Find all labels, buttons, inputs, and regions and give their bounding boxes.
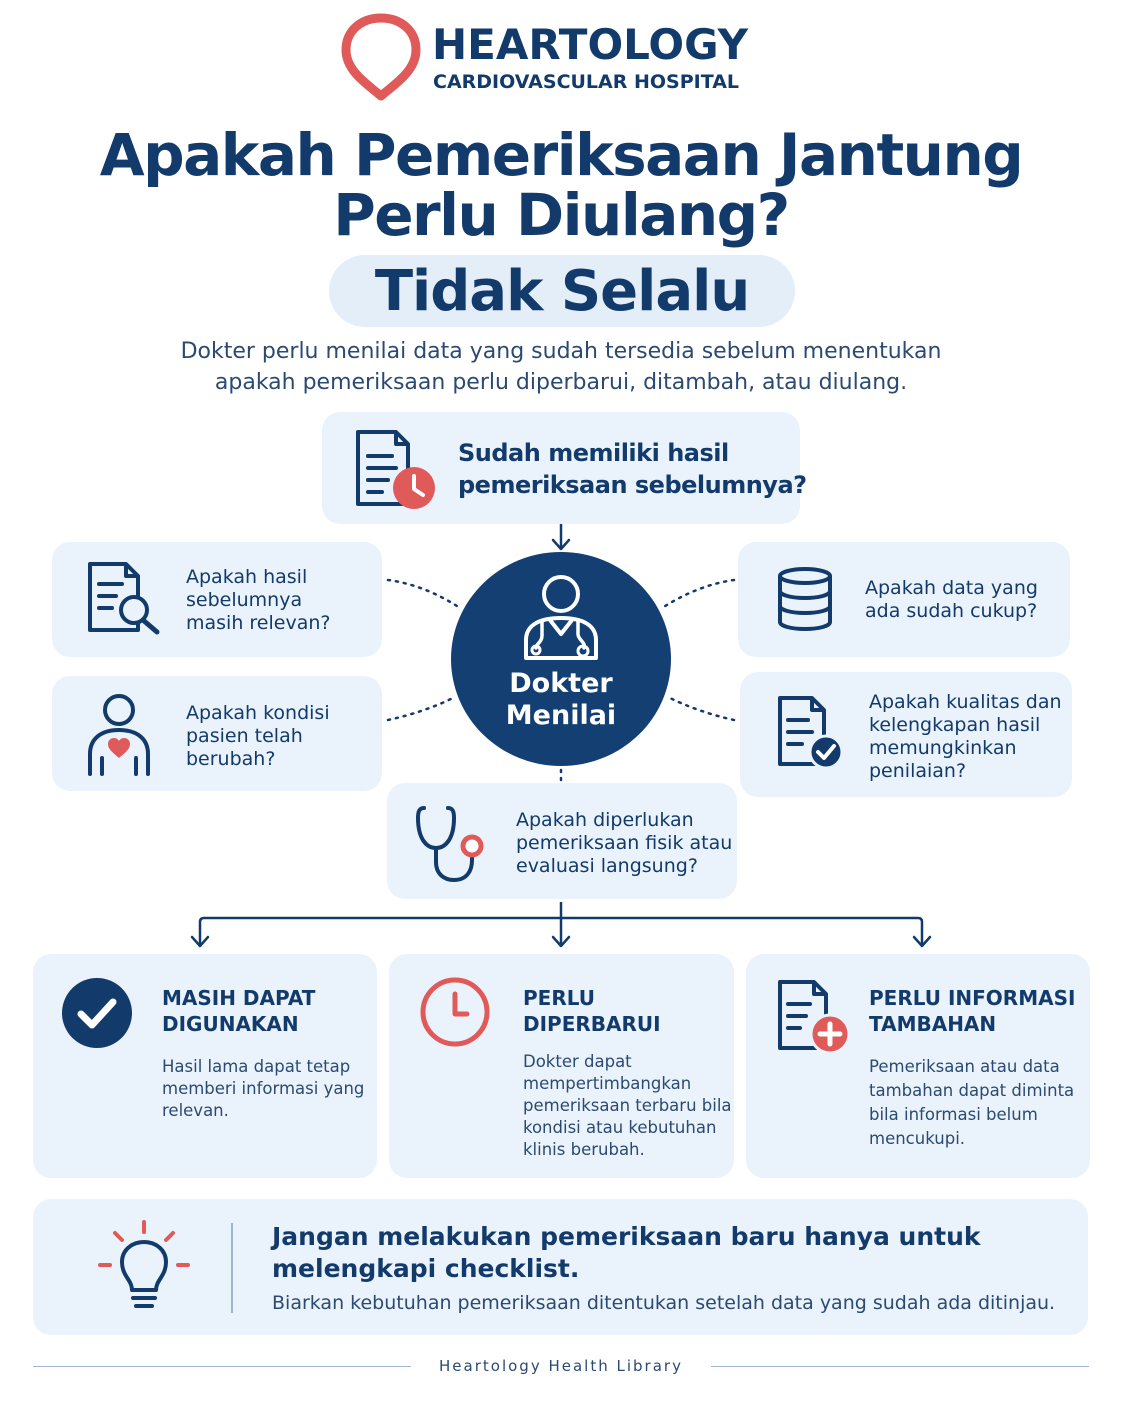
outcome-additional-desc-line2: tambahan dapat diminta xyxy=(869,1081,1075,1100)
question-physical-line2: pemeriksaan fisik atau xyxy=(516,832,733,854)
logo-title: HEARTOLOGY xyxy=(432,20,749,69)
question-physical-line1: Apakah diperlukan xyxy=(516,809,694,831)
intro-line2: apakah pemeriksaan perlu diperbarui, ditambah, atau diulang. xyxy=(214,370,908,395)
question-physical-line3: evaluasi langsung? xyxy=(516,855,698,877)
outcome-update-desc-line2: mempertimbangkan xyxy=(523,1074,692,1093)
footer-text: Heartology Health Library xyxy=(439,1357,683,1375)
outcome-update-desc-line3: pemeriksaan terbaru bila xyxy=(523,1096,732,1115)
outcome-update-desc-line5: klinis berubah. xyxy=(523,1140,645,1159)
question-condition-line2: pasien telah xyxy=(186,725,303,747)
outcome-additional-title-line2: TAMBAHAN xyxy=(869,1012,997,1036)
outcome-additional-desc-line3: bila informasi belum xyxy=(869,1105,1038,1124)
outcome-additional-title-line1: PERLU INFORMASI xyxy=(869,986,1076,1010)
outcome-additional-desc-line1: Pemeriksaan atau data xyxy=(869,1057,1060,1076)
footer-rule-left xyxy=(33,1366,411,1367)
tip-title-line2: melengkapi checklist. xyxy=(272,1254,580,1283)
intro-line1: Dokter perlu menilai data yang sudah tersedia sebelum menentukan xyxy=(180,339,942,364)
question-relevance-line1: Apakah hasil xyxy=(186,566,308,588)
hub-label-line1: Dokter xyxy=(509,668,613,699)
question-data-line1: Apakah data yang xyxy=(865,577,1038,599)
hub-label-line2: Menilai xyxy=(505,700,617,731)
tip-description: Biarkan kebutuhan pemeriksaan ditentukan setelah data yang sudah ada ditinjau. xyxy=(272,1292,1056,1314)
question-relevance-line2: sebelumnya xyxy=(186,589,303,611)
outcome-usable-title-line2: DIGUNAKAN xyxy=(162,1012,299,1036)
outcome-usable-desc-line2: memberi informasi yang xyxy=(162,1079,365,1098)
question-quality-line3: memungkinkan xyxy=(869,737,1017,759)
outcome-additional-desc-line4: mencukupi. xyxy=(869,1129,966,1148)
tip-title-line1: Jangan melakukan pemeriksaan baru hanya untuk xyxy=(272,1222,981,1251)
headline-line2: Perlu Diulang? xyxy=(333,181,789,249)
lightbulb-icon xyxy=(98,1220,190,1316)
outcome-usable-desc-line3: relevan. xyxy=(162,1101,229,1120)
outcome-update-desc-line1: Dokter dapat xyxy=(523,1052,632,1071)
question-condition-line1: Apakah kondisi xyxy=(186,702,330,724)
question-condition-line3: berubah? xyxy=(186,748,276,770)
logo-subtitle: CARDIOVASCULAR HOSPITAL xyxy=(433,71,740,93)
outcome-usable-desc-line1: Hasil lama dapat tetap xyxy=(162,1057,351,1076)
headline-line1: Apakah Pemeriksaan Jantung xyxy=(99,121,1023,189)
answer-badge: Tidak Selalu xyxy=(329,255,795,327)
top-question-line2: pemeriksaan sebelumnya? xyxy=(458,471,807,499)
outcome-update-title-line2: DIPERBARUI xyxy=(523,1012,661,1036)
outcome-update-title-line1: PERLU xyxy=(523,986,595,1010)
tip-divider xyxy=(231,1223,233,1313)
check-circle-icon xyxy=(61,977,133,1049)
document-plus-icon xyxy=(776,978,852,1056)
question-quality-line1: Apakah kualitas dan xyxy=(869,691,1062,713)
outcome-update-desc-line4: kondisi atau kebutuhan xyxy=(523,1118,717,1137)
clock-icon xyxy=(419,976,491,1048)
question-quality-line4: penilaian? xyxy=(869,760,967,782)
top-question-line1: Sudah memiliki hasil xyxy=(458,439,729,467)
footer-rule-right xyxy=(711,1366,1089,1367)
question-relevance-line3: masih relevan? xyxy=(186,612,331,634)
question-quality-line2: kelengkapan hasil xyxy=(869,714,1041,736)
outcome-usable-title-line1: MASIH DAPAT xyxy=(162,986,316,1010)
question-data-line2: ada sudah cukup? xyxy=(865,600,1038,622)
